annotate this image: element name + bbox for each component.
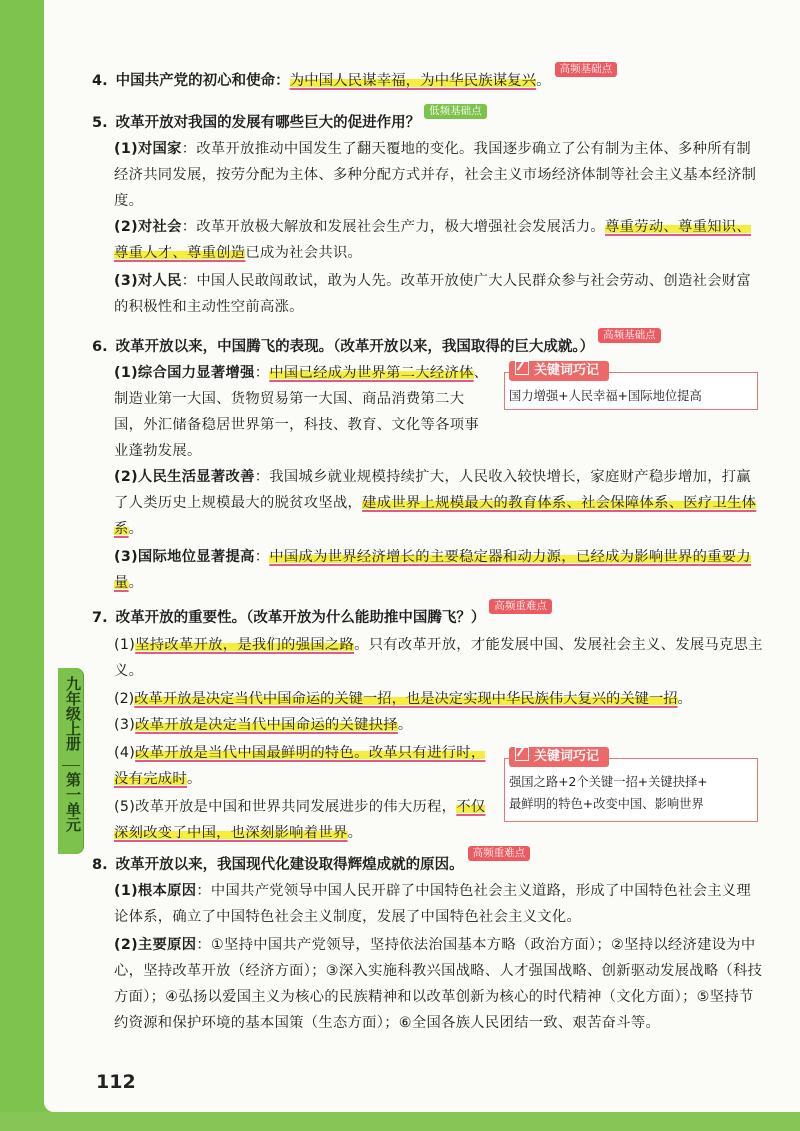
keyword-box-line-1: 强国之路+2个关键一招+关键抉择+ xyxy=(509,775,708,789)
q7-point-1: (1)坚持改革开放，是我们的强国之路。只有改革开放，才能发展中国、发展社会主义、发展马克思主义。 xyxy=(114,637,763,679)
tag-low-basic: 低频基础点 xyxy=(424,104,487,119)
tag-high-basic: 高频基础点 xyxy=(555,62,618,77)
q5-point-3: (3)对人民：中国人民敢闯敢试，敢为人先。改革开放使广大人民群众参与社会劳动、创造社会财富的积极性和主动性空前高涨。 xyxy=(114,273,751,315)
question-7 xyxy=(92,600,760,632)
keyword-box-text: 国力增强+人民幸福+国际地位提高 xyxy=(509,389,702,403)
q8-point-1: (1)根本原因：中国共产党领导中国人民开辟了中国特色社会主义道路，形成了中国特色社会主义理论体系，确立了中国特色社会主义制度，发展了中国特色社会主义文化。 xyxy=(114,883,751,925)
question-title: 改革开放的重要性。（改革开放为什么能助推中国腾飞？） xyxy=(115,610,486,626)
pencil-icon xyxy=(515,361,529,375)
question-number: 5. xyxy=(92,115,108,131)
q8-point-2: (2)主要原因：①坚持中国共产党领导，坚持依法治国基本方略（政治方面）；②坚持以经济建设为中心，坚持改革开放（经济方面）；③深入实施科教兴国战略、人才强国战略、创新驱动发展战略（科技方面）；④弘扬以爱国主义为核心的民族精神和以改革创新为核心的时代精神（文化方面）；⑤坚持节约资源和保护环境的基本国策（生态方面）；⑥全国各族人民团结一致、艰苦奋斗等。 xyxy=(114,937,763,1031)
keyword-mnemonic-box xyxy=(504,749,758,822)
question-title: 改革开放以来，我国现代化建设取得辉煌成就的原因。 xyxy=(115,857,464,873)
question-4: 4. 中国共产党的初心和使命：为中国人民谋幸福，为中华民族谋复兴。高频基础点 xyxy=(92,68,760,95)
pencil-icon xyxy=(515,747,529,761)
side-tab[interactable] xyxy=(58,668,84,854)
keyword-box-line-2: 最鲜明的特色+改变中国、影响世界 xyxy=(509,797,704,811)
question-6 xyxy=(92,329,760,361)
side-tab-grade: 九年级上册 xyxy=(64,676,82,751)
bottom-green-strip xyxy=(0,1112,800,1131)
side-tab-unit: 第一单元 xyxy=(64,772,82,832)
question-5 xyxy=(92,105,760,137)
keyword-mnemonic-box xyxy=(504,363,758,410)
tag-high-difficult: 高频重难点 xyxy=(489,599,552,614)
q7-point-4: (4)改革开放是当代中国最鲜明的特色。改革只有进行时，没有完成时。 xyxy=(114,745,486,787)
q5-point-2: (2)对社会：改革开放极大解放和发展社会生产力，极大增强社会发展活力。尊重劳动、尊重知识、尊重人才、尊重创造已成为社会共识。 xyxy=(114,219,751,261)
q5-point-1: (1)对国家：改革开放推动中国发生了翻天覆地的变化。我国逐步确立了公有制为主体、多种所有制经济共同发展，按劳分配为主体、多种分配方式并存，社会主义市场经济体制等社会主义基本经济制度。 xyxy=(114,141,757,209)
tag-high-basic: 高频基础点 xyxy=(598,328,661,343)
side-tab-divider xyxy=(62,765,80,766)
question-number: 6. xyxy=(92,339,108,355)
keyword-box-title: 关键词巧记 xyxy=(509,747,609,767)
page-number: 112 xyxy=(96,1071,136,1093)
question-number: 4. xyxy=(92,73,108,89)
tag-high-difficult: 高频重难点 xyxy=(468,846,531,861)
q6-point-2: (2)人民生活显著改善：我国城乡就业规模持续扩大，人民收入较快增长，家庭财产稳步增加，打赢了人类历史上规模最大的脱贫攻坚战，建成世界上规模最大的教育体系、社会保障体系、医疗卫生体系。 xyxy=(114,469,757,537)
q7-point-3: (3)改革开放是决定当代中国命运的关键抉择。 xyxy=(114,717,413,733)
question-title: 改革开放对我国的发展有哪些巨大的促进作用？ xyxy=(115,115,421,131)
question-title: 中国共产党的初心和使命： xyxy=(115,73,290,89)
keyword-box-title: 关键词巧记 xyxy=(509,361,609,381)
question-title: 改革开放以来，中国腾飞的表现。（改革开放以来，我国取得的巨大成就。） xyxy=(115,339,595,355)
q7-point-2: (2)改革开放是决定当代中国命运的关键一招，也是决定实现中华民族伟大复兴的关键一招。 xyxy=(114,691,692,707)
question-number: 8. xyxy=(92,857,108,873)
q6-point-3: (3)国际地位显著提高：中国成为世界经济增长的主要稳定器和动力源，已经成为影响世界的重要力量。 xyxy=(114,549,752,591)
question-8 xyxy=(92,847,760,879)
question-number: 7. xyxy=(92,610,108,626)
q7-point-5: (5)改革开放是中国和世界共同发展进步的伟大历程，不仅深刻改变了中国，也深刻影响着世界。 xyxy=(114,799,486,841)
answer-highlight: 为中国人民谋幸福，为中华民族谋复兴 xyxy=(289,73,537,89)
q6-point-1: (1)综合国力显著增强：中国已经成为世界第二大经济体、制造业第一大国、货物贸易第一大国、商品消费第二大国，外汇储备稳居世界第一，科技、教育、文化等各项事业蓬勃发展。 xyxy=(114,365,489,459)
